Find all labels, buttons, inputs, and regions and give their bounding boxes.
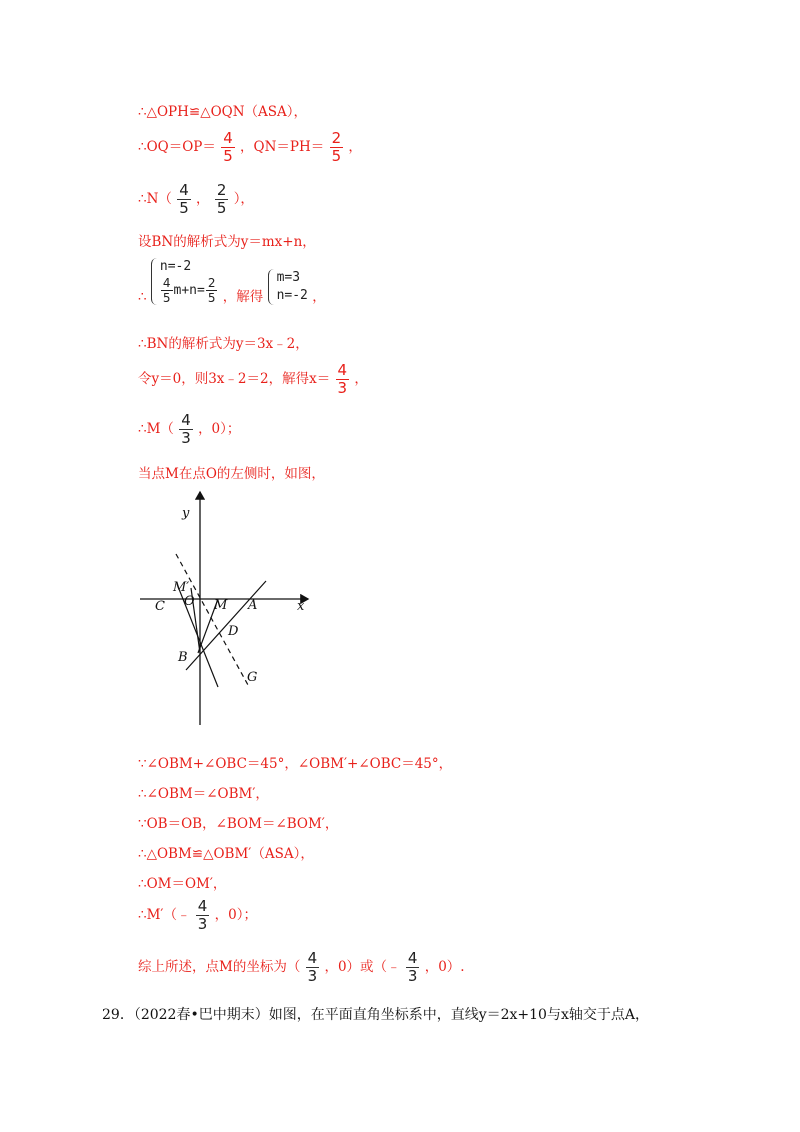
proof-line-point-m-prime: ∴M′（﹣ $\frac{4}{3}$ ，0）； — [138, 897, 257, 933]
label-x: x — [297, 599, 305, 614]
label-b: B — [178, 650, 188, 665]
proof-line-om-eq: ∴OM＝OM′， — [138, 876, 227, 892]
fraction-2-5: $\frac{2}{5}$ — [216, 181, 227, 217]
fraction-4-3: $\frac{4}{3}$ — [337, 361, 348, 397]
proof-line-congruent-obm: ∴△OBM≌△OBM′（ASA）， — [138, 846, 314, 862]
fraction-4-3: $\frac{4}{3}$ — [181, 411, 191, 447]
equation-system-1: n=-2 $\frac{4}{5}$ m+n= $\frac{2}{5}$ — [151, 258, 219, 305]
proof-line-system: ∴ n=-2 $\frac{4}{5}$ m+n= $\frac{2}{5}$ ，解得 m=3 n=-2 ， — [138, 259, 326, 305]
proof-line-point-n: ∴N（ $\frac{4}{5}$ ， $\frac{2}{5}$ ）， — [138, 181, 254, 217]
fraction-4-3: $\frac{4}{3}$ — [307, 949, 318, 985]
label-c: C — [155, 599, 165, 614]
label-m: M — [214, 598, 228, 613]
brace-icon — [151, 258, 159, 305]
fraction-2-5: $\frac{2}{5}$ — [207, 276, 216, 305]
fraction-4-5: $\frac{4}{5}$ — [223, 129, 233, 165]
fraction-4-5: $\frac{4}{5}$ — [162, 276, 171, 305]
label-m-prime: M′ — [173, 580, 190, 595]
label-o: O — [184, 594, 195, 609]
proof-line-solve-x: 令y＝0，则3x﹣2＝2，解得x＝ $\frac{4}{3}$ ， — [138, 361, 368, 397]
proof-line-oq-qn: ∴OQ＝OP＝ $\frac{4}{5}$ ，QN＝PH＝ $\frac{2}{5}$ ， — [138, 129, 362, 165]
proof-line-point-m: ∴M（ $\frac{4}{3}$ ，0）； — [138, 411, 241, 447]
coordinate-diagram — [130, 480, 330, 730]
label-g: G — [247, 670, 258, 685]
brace-icon — [268, 269, 276, 305]
fraction-2-5: $\frac{2}{5}$ — [331, 129, 342, 165]
proof-line-angle-eq: ∴∠OBM＝∠OBM′， — [138, 786, 269, 802]
proof-line-conclusion: 综上所述，点M的坐标为（ $\frac{4}{3}$ ，0）或（﹣ $\frac{4}{3}$ ，0）. — [138, 949, 465, 985]
question-29: 29．（2022春•巴中期末）如图，在平面直角坐标系中，直线y＝2x+10与x轴交于点A， — [102, 1007, 649, 1023]
proof-line-case-left: 当点M在点O的左侧时，如图， — [138, 466, 325, 482]
fraction-4-3: $\frac{4}{3}$ — [407, 949, 418, 985]
label-d: D — [228, 624, 239, 639]
proof-line-angles-45: ∵∠OBM+∠OBC＝45°，∠OBM′+∠OBC＝45°， — [138, 756, 453, 772]
proof-line-bn-formula: ∴BN的解析式为y＝3x﹣2， — [138, 336, 309, 352]
proof-line-ob-eq: ∵OB＝OB，∠BOM＝∠BOM′， — [138, 816, 339, 832]
label-a: A — [248, 598, 258, 613]
proof-line-set-bn: 设BN的解析式为y＝mx+n， — [138, 234, 316, 250]
fraction-4-5: $\frac{4}{5}$ — [179, 181, 189, 217]
proof-line-congruent-opn: ∴△OPH≌△OQN（ASA）， — [138, 104, 308, 120]
fraction-4-3: $\frac{4}{3}$ — [197, 897, 208, 933]
dashed-line-g — [176, 554, 248, 685]
label-y: y — [182, 506, 190, 521]
equation-system-2: m=3 n=-2 — [268, 269, 308, 305]
